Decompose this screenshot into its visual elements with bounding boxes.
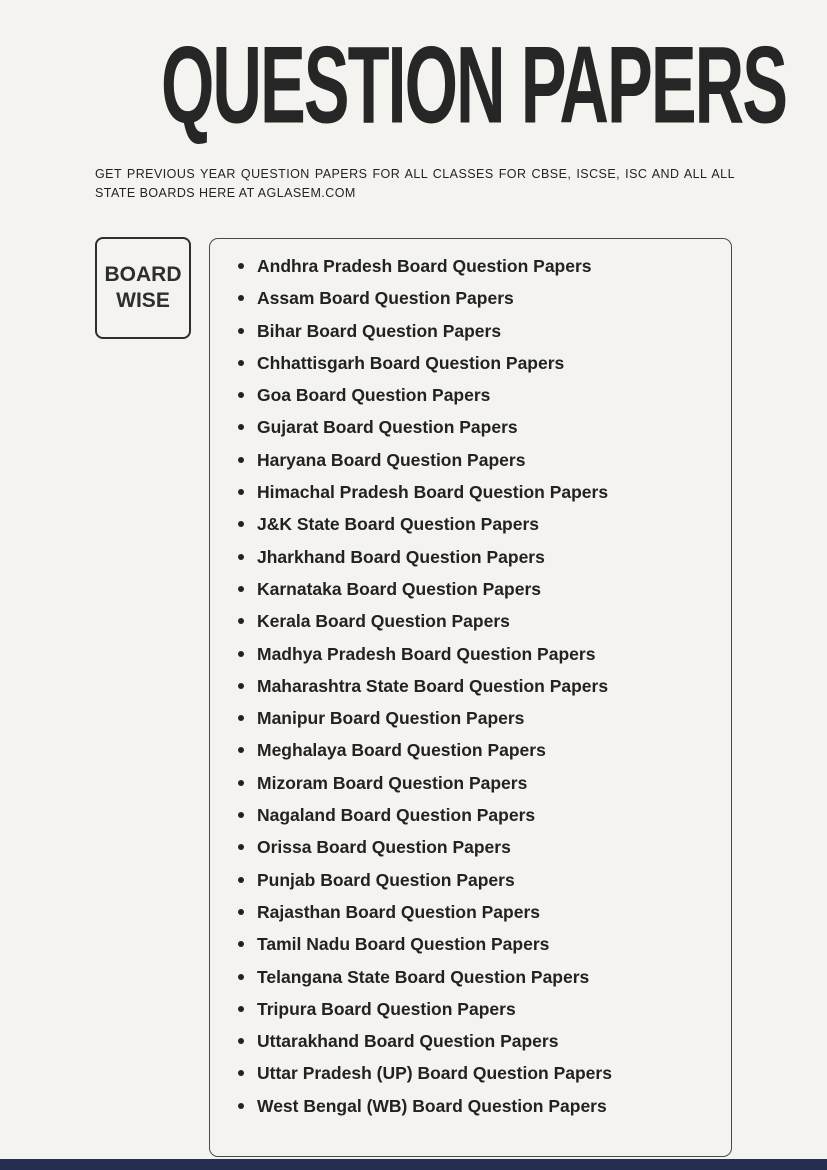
list-item[interactable]: J&K State Board Question Papers [236,508,721,540]
list-item[interactable]: Maharashtra State Board Question Papers [236,670,721,702]
board-list-panel [209,238,732,1157]
list-item[interactable]: Nagaland Board Question Papers [236,799,721,831]
list-item[interactable]: Bihar Board Question Papers [236,315,721,347]
list-item[interactable]: Punjab Board Question Papers [236,864,721,896]
page-header [0,28,827,146]
list-item[interactable]: Rajasthan Board Question Papers [236,896,721,928]
list-item[interactable]: West Bengal (WB) Board Question Papers [236,1090,721,1122]
list-item[interactable]: Haryana Board Question Papers [236,444,721,476]
list-item[interactable]: Goa Board Question Papers [236,379,721,411]
list-item[interactable]: Andhra Pradesh Board Question Papers [236,250,721,282]
list-item[interactable]: Manipur Board Question Papers [236,702,721,734]
page-title: QUESTION PAPERS [160,28,787,146]
list-item[interactable]: Karnataka Board Question Papers [236,573,721,605]
list-item[interactable]: Orissa Board Question Papers [236,831,721,863]
list-item[interactable]: Tamil Nadu Board Question Papers [236,928,721,960]
list-item[interactable]: Himachal Pradesh Board Question Papers [236,476,721,508]
list-item[interactable]: Gujarat Board Question Papers [236,411,721,443]
list-item[interactable]: Meghalaya Board Question Papers [236,734,721,766]
page-subtitle: GET PREVIOUS YEAR QUESTION PAPERS FOR ALL CLASSES FOR CBSE, ISCSE, ISC AND ALL ALL STATE BOARDS HERE AT AGLASEM.COM [95,167,735,200]
board-list [210,239,731,1122]
list-item[interactable]: Jharkhand Board Question Papers [236,541,721,573]
list-item[interactable]: Telangana State Board Question Papers [236,961,721,993]
list-item[interactable]: Tripura Board Question Papers [236,993,721,1025]
list-item[interactable]: Chhattisgarh Board Question Papers [236,347,721,379]
list-item[interactable]: Mizoram Board Question Papers [236,767,721,799]
list-item[interactable]: Uttarakhand Board Question Papers [236,1025,721,1057]
board-wise-badge [95,237,191,339]
list-item[interactable]: Madhya Pradesh Board Question Papers [236,638,721,670]
list-item[interactable]: Kerala Board Question Papers [236,605,721,637]
board-wise-label: BOARD WISE [104,263,182,312]
list-item[interactable]: Uttar Pradesh (UP) Board Question Papers [236,1057,721,1089]
footer-bar [0,1159,827,1170]
list-item[interactable]: Assam Board Question Papers [236,282,721,314]
